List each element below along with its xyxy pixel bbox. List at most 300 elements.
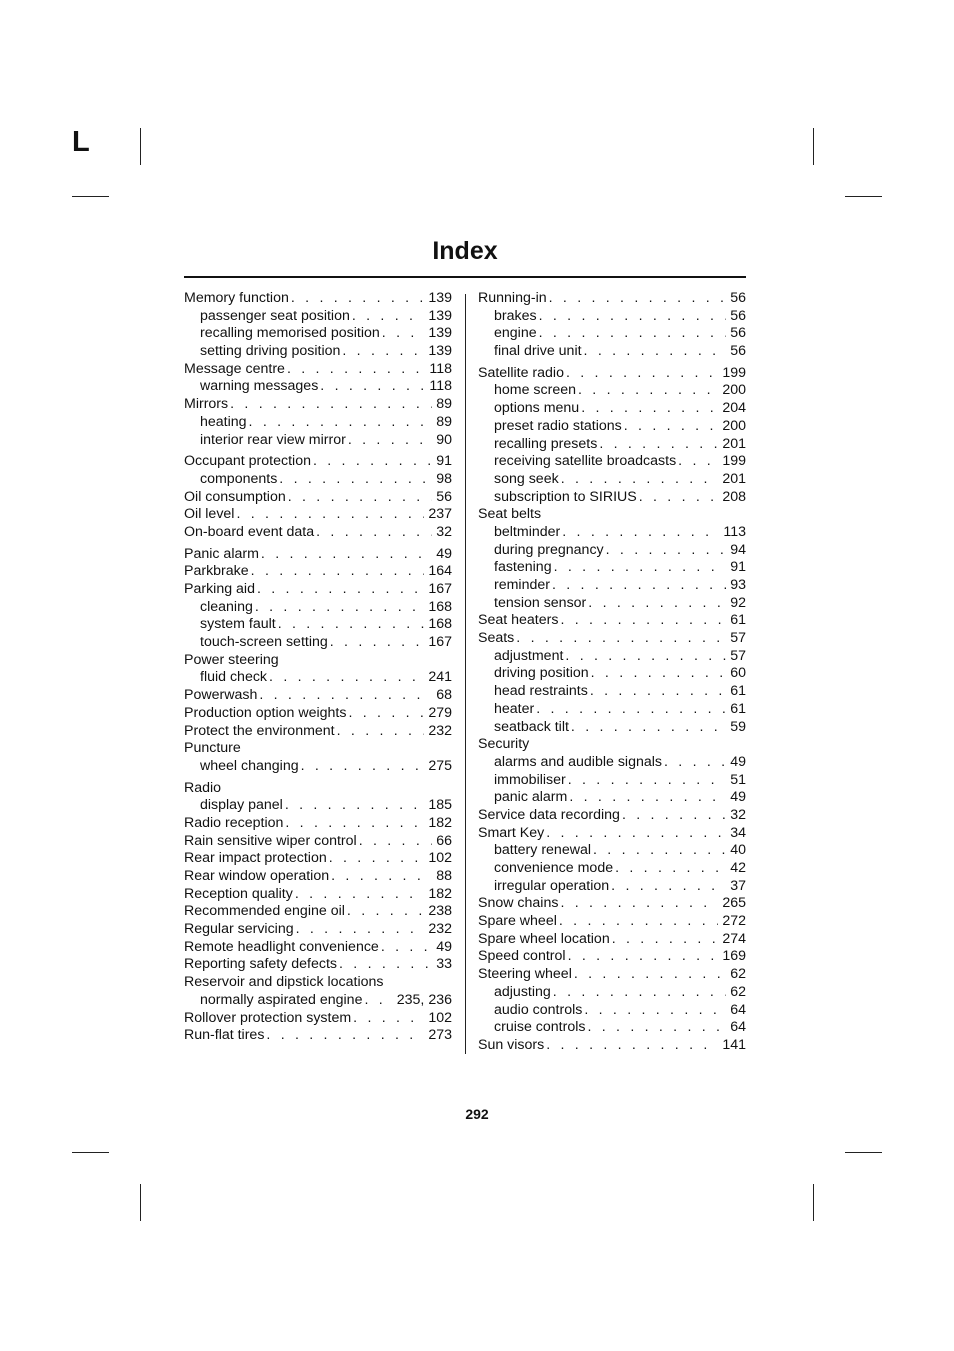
index-subentry [478,683,746,701]
dot-leader [566,365,718,383]
entry-page-ref: 89 [436,413,452,430]
entry-page-ref: 92 [730,594,746,611]
entry-label: Remote headlight convenience [184,938,379,955]
entry-label: components [200,470,278,487]
dot-leader [569,789,726,807]
entry-label: Radio [184,779,222,796]
dot-leader [568,772,726,790]
entry-page-ref: 49 [436,545,452,562]
entry-label: home screen [494,382,577,399]
entry-label: Occupant protection [184,453,311,470]
index-entry [478,948,746,966]
index-subentry [478,453,746,471]
index-entry [184,780,452,798]
entry-page-ref: 167 [428,581,452,597]
dot-leader [591,665,727,683]
dot-leader [329,850,425,868]
dot-leader [559,913,718,931]
entry-page-ref: 56 [730,325,746,342]
index-column-right [478,290,746,1055]
crop-mark [72,196,109,197]
crop-mark [845,196,882,197]
entry-label: Rear window operation [184,868,330,884]
entry-label: normally aspirated engine [200,991,363,1008]
entry-page-ref: 94 [730,541,746,558]
entry-label: Snow chains [478,895,559,912]
entry-label: adjustment [494,647,564,664]
dot-leader [381,939,432,957]
index-entry [184,687,452,705]
entry-label: irregular operation [494,877,610,894]
entry-label: Service data recording [478,806,620,823]
index-subentry [478,308,746,326]
crop-mark [140,1184,141,1221]
entry-page-ref: 33 [436,956,452,973]
dot-leader [257,581,424,599]
entry-label: final drive unit [494,343,582,360]
entry-page-ref: 59 [730,718,746,735]
index-subentry [478,489,746,507]
index-subentry [478,789,746,807]
entry-label: battery renewal [494,842,591,859]
entry-page-ref: 90 [436,431,452,448]
entry-page-ref: 91 [730,559,746,576]
entry-label: song seek [494,470,559,487]
index-subentry [478,984,746,1002]
column-divider [465,294,466,1054]
entry-page-ref: 57 [730,630,746,647]
entry-label: fluid check [200,669,268,686]
entry-label: Spare wheel location [478,930,610,947]
index-entry [478,966,746,984]
entry-label: touch-screen setting [200,634,328,651]
entry-page-ref: 185 [428,797,452,814]
index-entry [478,931,746,949]
entry-label: audio controls [494,1001,583,1018]
crop-mark [813,128,814,165]
entry-label: Power steering [184,651,279,668]
entry-label: adjusting [494,983,551,1000]
index-subentry [478,400,746,418]
index-entry [184,361,452,379]
dot-leader [536,701,726,719]
index-subentry [478,559,746,577]
entry-page-ref: 199 [722,453,746,470]
index-subentry [478,648,746,666]
entry-label: display panel [200,797,283,814]
entry-label: interior rear view mirror [200,431,346,448]
index-subentry [478,1019,746,1037]
entry-label: Steering wheel [478,966,572,983]
entry-label: Recommended engine oil [184,903,345,920]
entry-page-ref: 56 [730,343,746,360]
dot-leader [337,723,425,741]
dot-leader [622,807,726,825]
entry-label: Oil level [184,506,235,523]
index-subentry [184,471,452,489]
index-entry [184,833,452,851]
entry-label: Radio reception [184,814,284,831]
entry-label: Rain sensitive wiper control [184,832,357,849]
dot-leader [330,634,425,652]
crop-mark [72,1152,109,1153]
dot-leader [320,378,425,396]
entry-label: immobiliser [494,771,566,788]
index-entry [184,524,452,542]
index-entry [478,736,746,754]
index-subentry [478,325,746,343]
entry-label: tension sensor [494,594,587,611]
entry-page-ref: 182 [428,814,452,831]
index-entry [478,807,746,825]
dot-leader [561,471,719,489]
index-subentry [478,719,746,737]
entry-label: alarms and audible signals [494,753,662,770]
dot-leader [612,931,719,949]
index-entry [184,1027,452,1045]
index-entry [184,886,452,904]
entry-label: driving position [494,665,589,682]
entry-label: Panic alarm [184,545,259,562]
entry-label: passenger seat position [200,307,350,324]
entry-label: Rear impact protection [184,850,327,867]
dot-leader [347,903,424,921]
entry-label: subscription to SIRIUS [494,488,637,505]
entry-label: brakes [494,307,537,324]
index-subentry [184,616,452,634]
entry-label: Smart Key [478,824,545,841]
entry-page-ref: 49 [730,753,746,770]
entry-page-ref: 102 [428,1009,452,1026]
entry-label: Parkbrake [184,563,249,580]
entry-label: Speed control [478,948,566,965]
dot-leader [574,966,726,984]
index-entry [184,939,452,957]
entry-page-ref: 167 [428,634,452,651]
dot-leader [546,825,726,843]
dot-leader [549,290,727,308]
entry-label: Oil consumption [184,488,286,505]
dot-leader [279,471,432,489]
index-entry [184,563,452,581]
entry-label: Reception quality [184,885,293,902]
entry-label: Satellite radio [478,364,564,381]
dot-leader [364,992,392,1010]
index-subentry [478,382,746,400]
entry-page-ref: 273 [428,1027,452,1044]
dot-leader [255,599,424,617]
entry-page-ref: 275 [428,757,452,774]
entry-label: convenience mode [494,860,614,876]
section-letter: L [72,126,90,158]
dot-leader [251,563,425,581]
entry-label: Memory function [184,290,289,306]
entry-label: Spare wheel [478,913,557,930]
entry-label: heating [200,413,247,430]
entry-page-ref: 32 [730,806,746,823]
index-entry [478,506,746,524]
entry-page-ref: 61 [730,612,746,629]
index-subentry [478,665,746,683]
entry-page-ref: 62 [730,966,746,983]
dot-leader [624,418,719,436]
dot-leader [568,948,719,966]
entry-page-ref: 49 [436,938,452,955]
entry-page-ref: 98 [436,470,452,487]
index-subentry [184,414,452,432]
entry-label: panic alarm [494,789,568,806]
entry-label: Rollover protection system [184,1009,352,1026]
dot-leader [285,815,424,833]
index-entry [478,913,746,931]
index-subentry [478,754,746,772]
entry-page-ref: 265 [722,895,746,912]
page-title: Index [432,237,498,265]
entry-page-ref: 37 [730,877,746,894]
entry-label: fastening [494,559,552,576]
index-entry [478,612,746,630]
crop-mark [845,1152,882,1153]
index-subentry [478,542,746,560]
page-number: 292 [465,1106,489,1122]
entry-label: during pregnancy [494,541,604,558]
entry-label: cleaning [200,598,253,615]
dot-leader [560,895,718,913]
entry-page-ref: 238 [428,903,452,920]
entry-page-ref: 201 [722,470,746,487]
dot-leader [546,1037,718,1055]
dot-leader [288,489,432,507]
entry-label: Reservoir and dipstick locations [184,974,384,991]
entry-page-ref: 49 [730,789,746,806]
dot-leader [584,1002,726,1020]
dot-leader [588,595,726,613]
dot-leader [313,453,432,471]
index-subentry [478,524,746,542]
index-entry [478,630,746,648]
dot-leader [590,683,726,701]
index-entry [478,895,746,913]
dot-leader [316,524,432,542]
dot-leader [565,648,726,666]
index-entry [184,903,452,921]
entry-page-ref: 56 [730,290,746,306]
entry-page-ref: 169 [722,948,746,965]
entry-page-ref: 204 [722,400,746,417]
dot-leader [615,860,726,878]
dot-leader [571,719,726,737]
entry-label: warning messages [200,378,319,395]
entry-label: Regular servicing [184,921,294,938]
dot-leader [236,506,424,524]
index-entry [184,868,452,886]
entry-page-ref: 113 [723,523,746,540]
dot-leader [560,612,726,630]
entry-label: Production option weights [184,704,347,721]
dot-leader [578,382,718,400]
entry-page-ref: 57 [730,647,746,664]
index-entry [184,581,452,599]
dot-leader [259,687,432,705]
index-subentry [478,595,746,613]
entry-page-ref: 102 [428,850,452,867]
index-subentry [478,418,746,436]
entry-page-ref: 32 [436,523,452,540]
index-column-left [184,290,452,1045]
index-entry [184,506,452,524]
entry-page-ref: 232 [428,921,452,938]
dot-leader [261,546,432,564]
dot-leader [539,308,727,326]
dot-leader [581,400,718,418]
entry-label: heater [494,700,535,717]
index-entry [478,825,746,843]
dot-leader [269,669,424,687]
dot-leader [664,754,726,772]
entry-label: Mirrors [184,396,229,413]
dot-leader [230,396,432,414]
entry-label: engine [494,325,537,342]
dot-leader [639,489,719,507]
entry-page-ref: 139 [428,290,452,306]
entry-label: Run-flat tires [184,1027,265,1044]
dot-leader [339,956,432,974]
entry-label: Sun visors [478,1036,545,1053]
index-subentry [184,325,452,343]
dot-leader [587,1019,726,1037]
entry-page-ref: 64 [730,1019,746,1036]
index-subentry [478,772,746,790]
index-subentry [478,878,746,896]
dot-leader [278,616,425,634]
entry-page-ref: 51 [730,771,746,788]
index-subentry [478,471,746,489]
entry-page-ref: 208 [722,488,746,505]
dot-leader [678,453,718,471]
index-subentry [478,343,746,361]
index-subentry [184,308,452,326]
dot-leader [266,1027,424,1045]
index-entry [478,290,746,308]
entry-page-ref: 66 [436,832,452,849]
entry-label: reminder [494,577,550,593]
entry-label: Message centre [184,360,285,377]
index-subentry [478,1002,746,1020]
entry-page-ref: 274 [722,930,746,947]
index-subentry [184,992,452,1010]
index-entry [184,921,452,939]
entry-label: Puncture [184,740,241,757]
entry-page-ref: 60 [730,665,746,682]
dot-leader [353,1010,424,1028]
index-entry [478,365,746,383]
index-entry [184,546,452,564]
entry-page-ref: 200 [722,382,746,399]
entry-label: preset radio stations [494,417,622,434]
index-subentry [184,758,452,776]
entry-label: recalling memorised position [200,325,380,342]
crop-mark [813,1184,814,1221]
dot-leader [554,559,727,577]
dot-leader [539,325,727,343]
entry-page-ref: 139 [428,325,452,342]
entry-label: beltminder [494,523,561,540]
dot-leader [287,361,425,379]
index-subentry [184,343,452,361]
title-rule [184,276,746,278]
dot-leader [516,630,726,648]
index-entry [478,1037,746,1055]
dot-leader [584,343,727,361]
entry-page-ref: 62 [730,983,746,1000]
index-subentry [478,436,746,454]
entry-label: Reporting safety defects [184,956,337,973]
entry-page-ref: 61 [730,683,746,700]
crop-mark [140,128,141,165]
entry-label: system fault [200,616,276,633]
index-entry [184,705,452,723]
entry-page-ref: 235, 236 [396,991,452,1008]
dot-leader [359,833,433,851]
entry-label: Security [478,736,530,753]
entry-label: receiving satellite broadcasts [494,453,677,470]
entry-page-ref: 61 [730,700,746,717]
entry-page-ref: 182 [428,885,452,902]
entry-label: head restraints [494,683,588,700]
index-entry [184,850,452,868]
index-entry [184,290,452,308]
dot-leader [562,524,719,542]
entry-label: On-board event data [184,523,315,540]
index-subentry [184,634,452,652]
dot-leader [331,868,432,886]
entry-label: Protect the environment [184,722,335,739]
index-entry [184,740,452,758]
entry-page-ref: 68 [436,687,452,704]
dot-leader [348,432,432,450]
index-entry [184,815,452,833]
entry-page-ref: 237 [428,506,452,523]
dot-leader [285,797,425,815]
dot-leader [611,878,726,896]
dot-leader [301,758,425,776]
index-entry [184,489,452,507]
index-subentry [184,599,452,617]
entry-page-ref: 201 [722,435,746,452]
entry-page-ref: 93 [730,577,746,593]
dot-leader [382,325,425,343]
index-entry [184,974,452,992]
entry-page-ref: 200 [722,417,746,434]
entry-page-ref: 164 [428,563,452,580]
index-entry [184,956,452,974]
index-subentry [184,432,452,450]
index-subentry [478,701,746,719]
dot-leader [606,542,727,560]
entry-label: Running-in [478,290,547,306]
index-entry [184,396,452,414]
entry-page-ref: 34 [730,824,746,841]
entry-page-ref: 199 [722,364,746,381]
dot-leader [296,921,425,939]
dot-leader [249,414,433,432]
entry-page-ref: 118 [429,378,452,395]
entry-page-ref: 40 [730,842,746,859]
entry-page-ref: 89 [436,396,452,413]
entry-page-ref: 91 [436,453,452,470]
dot-leader [295,886,424,904]
dot-leader [291,290,424,308]
